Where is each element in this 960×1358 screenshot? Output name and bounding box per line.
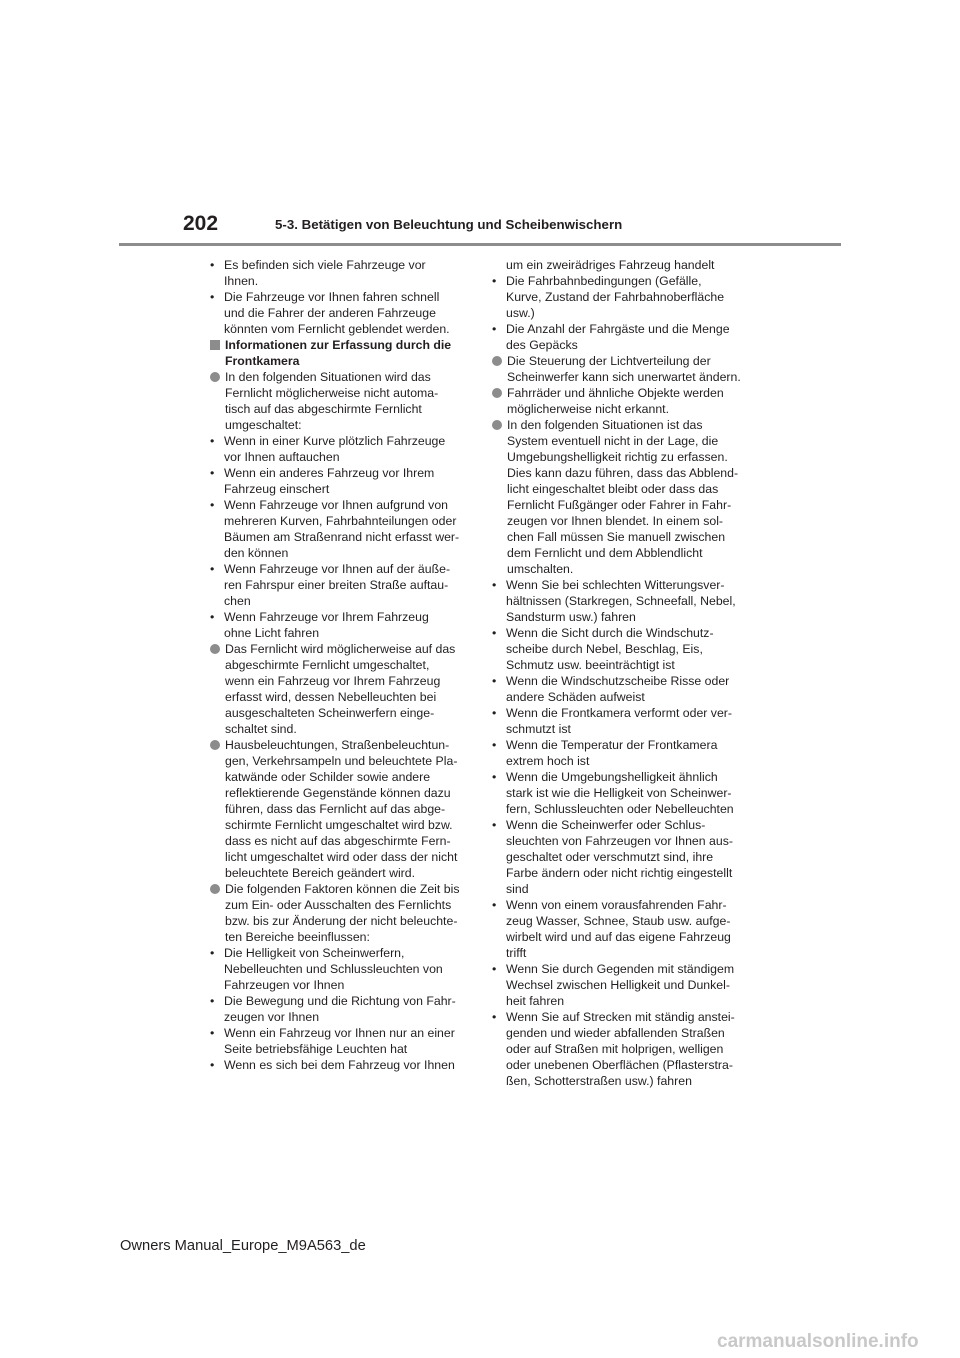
text-line: Informationen zur Erfassung durch die bbox=[225, 338, 452, 352]
text-line: führen, dass das Fernlicht auf das abge- bbox=[225, 802, 446, 816]
note-item bbox=[210, 641, 472, 737]
text-line: Wenn ein Fahrzeug vor Ihnen nur an einer bbox=[224, 1026, 455, 1040]
text-line: Umgebungshelligkeit richtig zu erfassen. bbox=[507, 450, 728, 464]
bullet-mark: • bbox=[210, 290, 215, 304]
bullet-mark: • bbox=[492, 706, 497, 720]
bullet-mark: • bbox=[210, 610, 215, 624]
text-line: möglicherweise nicht erkannt. bbox=[507, 402, 669, 416]
text-line: sind bbox=[506, 882, 529, 896]
bullet-mark: • bbox=[210, 946, 215, 960]
bullet-item bbox=[492, 273, 754, 321]
text-line: Schmutz usw. beeinträchtigt ist bbox=[506, 658, 675, 672]
text-line: chen bbox=[224, 594, 251, 608]
bullet-mark: • bbox=[210, 258, 215, 272]
text-line: Die Bewegung und die Richtung von Fahr- bbox=[224, 994, 456, 1008]
text-line: dass es nicht auf das abgeschirmte Fern- bbox=[225, 834, 451, 848]
text-line: Wenn Fahrzeuge vor Ihrem Fahrzeug bbox=[224, 610, 429, 624]
text-line: Die Fahrzeuge vor Ihnen fahren schnell bbox=[224, 290, 440, 304]
bullet-mark: • bbox=[492, 962, 497, 976]
bullet-item bbox=[492, 1009, 754, 1089]
text-line: Es befinden sich viele Fahrzeuge vor bbox=[224, 258, 426, 272]
bullet-item bbox=[210, 497, 472, 561]
bullet-item bbox=[492, 673, 754, 705]
text-line: oder unebenen Oberflächen (Pflasterstra- bbox=[506, 1058, 733, 1072]
bullet-item bbox=[210, 257, 472, 289]
circle-bullet-icon bbox=[210, 884, 220, 894]
text-line: ausgeschalteten Scheinwerfern einge- bbox=[225, 706, 435, 720]
sub-bullet-list bbox=[492, 577, 754, 1089]
bullet-item bbox=[492, 961, 754, 1009]
bullet-mark: • bbox=[210, 994, 215, 1008]
bullet-mark: • bbox=[492, 818, 497, 832]
text-line: Wenn die Umgebungshelligkeit ähnlich bbox=[506, 770, 718, 784]
text-line: Wenn Sie bei schlechten Witterungsver- bbox=[506, 578, 725, 592]
text-line: Fahrzeugen vor Ihnen bbox=[224, 978, 345, 992]
text-line: Wenn Sie durch Gegenden mit ständigem bbox=[506, 962, 735, 976]
text-line: zeugen vor Ihnen bbox=[224, 1010, 320, 1024]
text-line: Wenn es sich bei dem Fahrzeug vor Ihnen bbox=[224, 1058, 455, 1072]
bullet-mark: • bbox=[210, 434, 215, 448]
bullet-mark: • bbox=[210, 562, 215, 576]
circle-bullet-icon bbox=[210, 740, 220, 750]
left-column bbox=[210, 257, 472, 1073]
text-line: Die Fahrbahnbedingungen (Gefälle, bbox=[506, 274, 702, 288]
note-item bbox=[492, 385, 754, 417]
text-line: Bäumen am Straßenrand nicht erfasst wer- bbox=[224, 530, 460, 544]
footer-document-name: Owners Manual_Europe_M9A563_de bbox=[120, 1238, 366, 1254]
text-line: gen, Verkehrsampeln und beleuchtete Pla- bbox=[225, 754, 458, 768]
text-line: umschalten. bbox=[507, 562, 574, 576]
text-line: stark ist wie die Helligkeit von Scheinwer- bbox=[506, 786, 732, 800]
text-line: Fahrräder und ähnliche Objekte werden bbox=[507, 386, 724, 400]
bullet-item bbox=[492, 577, 754, 625]
text-line: Fernlicht Fußgänger oder Fahrer in Fahr- bbox=[507, 498, 732, 512]
text-line: schmutzt ist bbox=[506, 722, 571, 736]
bullet-mark: • bbox=[492, 626, 497, 640]
text-line: wirbelt wird und auf das eigene Fahrzeug bbox=[506, 930, 731, 944]
bullet-item bbox=[210, 609, 472, 641]
text-line: umgeschaltet: bbox=[225, 418, 302, 432]
bullet-mark: • bbox=[210, 498, 215, 512]
text-line: ohne Licht fahren bbox=[224, 626, 320, 640]
bullet-item bbox=[210, 993, 472, 1025]
bullet-mark: • bbox=[492, 770, 497, 784]
text-line: Die Anzahl der Fahrgäste und die Menge bbox=[506, 322, 730, 336]
text-line: licht umgeschaltet wird oder dass der nicht bbox=[225, 850, 458, 864]
bullet-mark: • bbox=[210, 1026, 215, 1040]
note-item bbox=[492, 417, 754, 1089]
text-line: beleuchtete Bereich geändert wird. bbox=[225, 866, 416, 880]
text-line: Wenn ein anderes Fahrzeug vor Ihrem bbox=[224, 466, 435, 480]
continued-bullet-list bbox=[492, 257, 754, 353]
text-line: ren Fahrspur einer breiten Straße auftau- bbox=[224, 578, 449, 592]
circle-bullet-icon bbox=[492, 356, 502, 366]
bullet-mark: • bbox=[492, 578, 497, 592]
text-line: oder auf Straßen mit holprigen, welligen bbox=[506, 1042, 724, 1056]
text-line: In den folgenden Situationen wird das bbox=[225, 370, 431, 384]
bullet-mark: • bbox=[210, 1058, 215, 1072]
text-line: Ihnen. bbox=[224, 274, 259, 288]
bullet-mark: • bbox=[492, 738, 497, 752]
text-line: um ein zweirädriges Fahrzeug handelt bbox=[506, 258, 715, 272]
bullet-item bbox=[492, 897, 754, 961]
text-line: Sandsturm usw.) fahren bbox=[506, 610, 636, 624]
note-item bbox=[210, 737, 472, 881]
text-line: Wenn die Frontkamera verformt oder ver- bbox=[506, 706, 732, 720]
text-line: chen Fall müssen Sie manuell zwischen bbox=[507, 530, 726, 544]
text-line: wenn ein Fahrzeug vor Ihrem Fahrzeug bbox=[225, 674, 441, 688]
text-line: zeug Wasser, Schnee, Staub usw. aufge- bbox=[506, 914, 731, 928]
text-line: und die Fahrer der anderen Fahrzeuge bbox=[224, 306, 436, 320]
watermark: carmanualsonline.info bbox=[717, 1331, 919, 1352]
text-line: ßen, Schotterstraßen usw.) fahren bbox=[506, 1074, 692, 1088]
text-line: dem Fernlicht und dem Abblendlicht bbox=[507, 546, 703, 560]
text-line: Farbe ändern oder nicht richtig eingestellt bbox=[506, 866, 733, 880]
text-line: Wenn in einer Kurve plötzlich Fahrzeuge bbox=[224, 434, 446, 448]
text-line: System eventuell nicht in der Lage, die bbox=[507, 434, 719, 448]
text-line: Die Helligkeit von Scheinwerfern, bbox=[224, 946, 405, 960]
text-line: abgeschirmte Fernlicht umgeschaltet, bbox=[225, 658, 430, 672]
text-line: licht eingeschaltet bleibt oder dass das bbox=[507, 482, 719, 496]
text-line: genden und wieder abfallenden Straßen bbox=[506, 1026, 725, 1040]
text-line: Die Steuerung der Lichtverteilung der bbox=[507, 354, 711, 368]
text-line: Dies kann dazu führen, dass das Abblend- bbox=[507, 466, 739, 480]
text-line: zum Ein- oder Ausschalten des Fernlichts bbox=[225, 898, 452, 912]
bullet-item bbox=[210, 561, 472, 609]
circle-bullet-icon bbox=[492, 420, 502, 430]
text-line: scheibe durch Nebel, Beschlag, Eis, bbox=[506, 642, 703, 656]
bullet-mark: • bbox=[492, 674, 497, 688]
bullet-item bbox=[210, 945, 472, 993]
bullet-mark: • bbox=[492, 898, 497, 912]
right-column bbox=[492, 257, 754, 1089]
text-line: Wenn Fahrzeuge vor Ihnen auf der äuße- bbox=[224, 562, 451, 576]
text-line: schirmte Fernlicht umgeschaltet wird bzw. bbox=[225, 818, 453, 832]
bullet-item bbox=[210, 1025, 472, 1057]
text-line: sleuchten von Fahrzeugen vor Ihnen aus- bbox=[506, 834, 733, 848]
note-item bbox=[210, 369, 472, 641]
text-line: Nebelleuchten und Schlussleuchten von bbox=[224, 962, 443, 976]
text-line: Wenn die Windschutzscheibe Risse oder bbox=[506, 674, 730, 688]
text-line: ten Bereiche beeinflussen: bbox=[225, 930, 370, 944]
text-line: Kurve, Zustand der Fahrbahnoberfläche bbox=[506, 290, 725, 304]
text-line: reflektierende Gegenstände können dazu bbox=[225, 786, 451, 800]
text-line: könnten vom Fernlicht geblendet werden. bbox=[224, 322, 450, 336]
text-line: Wenn die Temperatur der Frontkamera bbox=[506, 738, 718, 752]
bullet-item bbox=[492, 737, 754, 769]
text-line: Wenn die Sicht durch die Windschutz- bbox=[506, 626, 714, 640]
text-line: des Gepäcks bbox=[506, 338, 578, 352]
circle-bullet-icon bbox=[210, 644, 220, 654]
bullet-item bbox=[210, 1057, 472, 1073]
bullet-item bbox=[210, 465, 472, 497]
circle-bullet-icon bbox=[492, 388, 502, 398]
bullet-mark: • bbox=[492, 274, 497, 288]
bullet-item bbox=[210, 289, 472, 337]
text-line: geschaltet oder verschmutzt sind, ihre bbox=[506, 850, 714, 864]
square-bullet-icon bbox=[210, 340, 220, 350]
text-line: Hausbeleuchtungen, Straßenbeleuchtun- bbox=[225, 738, 450, 752]
text-line: Frontkamera bbox=[225, 354, 300, 368]
bullet-mark: • bbox=[210, 466, 215, 480]
note-item bbox=[492, 353, 754, 385]
text-line: trifft bbox=[506, 946, 527, 960]
text-line: extrem hoch ist bbox=[506, 754, 590, 768]
text-line: heit fahren bbox=[506, 994, 565, 1008]
text-line: In den folgenden Situationen ist das bbox=[507, 418, 703, 432]
text-line: Wenn Fahrzeuge vor Ihnen aufgrund von bbox=[224, 498, 448, 512]
text-line: usw.) bbox=[506, 306, 535, 320]
circle-bullet-icon bbox=[210, 372, 220, 382]
text-line: erfasst wird, dessen Nebelleuchten bei bbox=[225, 690, 437, 704]
text-line: fern, Schlussleuchten oder Nebelleuchten bbox=[506, 802, 734, 816]
text-line: zeugen vor Ihnen blendet. In einem sol- bbox=[507, 514, 724, 528]
bullet-item bbox=[492, 769, 754, 817]
text-line: katwände oder Schilder sowie andere bbox=[225, 770, 431, 784]
header-rule bbox=[119, 243, 841, 246]
bullet-item bbox=[492, 321, 754, 353]
sub-bullet-list bbox=[210, 433, 472, 641]
text-line: bzw. bis zur Änderung der nicht beleuchte- bbox=[225, 914, 458, 928]
continuation-text bbox=[492, 257, 754, 273]
text-line: schaltet sind. bbox=[225, 722, 297, 736]
text-line: den können bbox=[224, 546, 289, 560]
text-line: Wechsel zwischen Helligkeit und Dunkel- bbox=[506, 978, 730, 992]
bullet-mark: • bbox=[492, 322, 497, 336]
subheading bbox=[210, 337, 472, 369]
text-line: Fahrzeug einschert bbox=[224, 482, 330, 496]
text-line: Wenn die Scheinwerfer oder Schlus- bbox=[506, 818, 706, 832]
sub-bullet-list bbox=[210, 945, 472, 1073]
note-item bbox=[210, 881, 472, 1073]
section-title: 5-3. Betätigen von Beleuchtung und Scheibenwischern bbox=[275, 217, 623, 232]
intro-bullet-list bbox=[210, 257, 472, 337]
text-line: tisch auf das abgeschirmte Fernlicht bbox=[225, 402, 422, 416]
text-line: andere Schäden aufweist bbox=[506, 690, 645, 704]
text-line: Wenn von einem vorausfahrenden Fahr- bbox=[506, 898, 727, 912]
bullet-item bbox=[210, 433, 472, 465]
page-number: 202 bbox=[183, 212, 219, 235]
bullet-item bbox=[492, 625, 754, 673]
bullet-item bbox=[492, 817, 754, 897]
text-line: Scheinwerfer kann sich unerwartet ändern. bbox=[507, 370, 741, 384]
text-line: Wenn Sie auf Strecken mit ständig anstei- bbox=[506, 1010, 735, 1024]
text-line: Fernlicht möglicherweise nicht automa- bbox=[225, 386, 439, 400]
text-line: Die folgenden Faktoren können die Zeit bis bbox=[225, 882, 460, 896]
bullet-mark: • bbox=[492, 1010, 497, 1024]
text-line: hältnissen (Starkregen, Schneefall, Nebel, bbox=[506, 594, 736, 608]
text-line: Seite betriebsfähige Leuchten hat bbox=[224, 1042, 408, 1056]
text-line: Das Fernlicht wird möglicherweise auf das bbox=[225, 642, 456, 656]
bullet-item bbox=[492, 705, 754, 737]
text-line: mehreren Kurven, Fahrbahnteilungen oder bbox=[224, 514, 457, 528]
text-line: vor Ihnen auftauchen bbox=[224, 450, 340, 464]
